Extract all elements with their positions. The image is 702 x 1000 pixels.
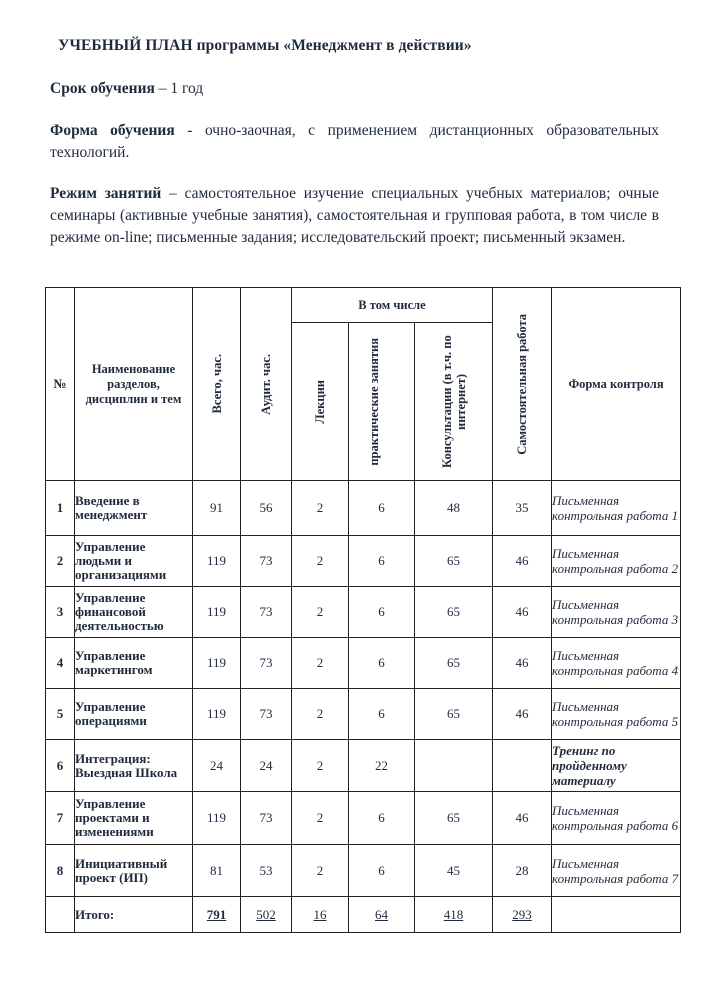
row-cons: 65 <box>415 792 493 845</box>
row-pract: 6 <box>349 536 415 587</box>
row-num: 7 <box>46 792 75 845</box>
row-pract: 6 <box>349 638 415 689</box>
row-lect: 2 <box>292 536 349 587</box>
row-self: 46 <box>493 536 552 587</box>
table-row <box>46 587 681 638</box>
term-label: Срок обучения <box>50 80 155 97</box>
row-total: 24 <box>193 740 241 792</box>
header-cons-label: Консультации (в т.ч. по интернет) <box>439 335 468 468</box>
header-lect <box>292 323 349 481</box>
total-pract: 64 <box>375 906 388 922</box>
table-row <box>46 481 681 536</box>
table-row <box>46 792 681 845</box>
row-control: Письменная контрольная работа 2 <box>552 536 681 587</box>
row-cons: 48 <box>415 481 493 536</box>
row-num: 6 <box>46 740 75 792</box>
row-total: 119 <box>193 792 241 845</box>
term-text: – 1 год <box>154 80 204 97</box>
header-name: Наименование разделов, дисциплин и тем <box>75 288 193 481</box>
total-lect: 16 <box>313 906 327 922</box>
mode-paragraph <box>50 183 659 249</box>
row-aud: 73 <box>241 689 292 740</box>
row-control: Письменная контрольная работа 5 <box>552 689 681 740</box>
row-control: Письменная контрольная работа 3 <box>552 587 681 638</box>
row-lect: 2 <box>292 845 349 897</box>
total-aud: 502 <box>256 906 276 922</box>
row-name: Введение в менеджмент <box>75 481 193 536</box>
header-cons <box>415 323 493 481</box>
row-pract: 6 <box>349 587 415 638</box>
row-total: 81 <box>193 845 241 897</box>
row-self: 46 <box>493 587 552 638</box>
row-control: Тренинг по пройденному материалу <box>552 740 681 792</box>
row-lect: 2 <box>292 638 349 689</box>
table-row <box>46 689 681 740</box>
header-control: Форма контроля <box>552 288 681 481</box>
row-aud: 53 <box>241 845 292 897</box>
row-num: 5 <box>46 689 75 740</box>
row-aud: 73 <box>241 638 292 689</box>
row-pract: 6 <box>349 792 415 845</box>
row-name: Управление людьми и организациями <box>75 536 193 587</box>
row-self: 46 <box>493 792 552 845</box>
row-name: Инициативный проект (ИП) <box>75 845 193 897</box>
row-total: 91 <box>193 481 241 536</box>
total-control <box>552 897 681 933</box>
mode-text: – самостоятельное изучение специальных учебных материалов; очные семинары (активные учебные занятия), самостоятельная и групповая работа, в том числе в режиме on-line; письменные задания; исследовательский проект; письменный экзамен. <box>50 185 659 246</box>
header-pract <box>349 323 415 481</box>
row-total: 119 <box>193 587 241 638</box>
row-cons: 65 <box>415 587 493 638</box>
row-lect: 2 <box>292 481 349 536</box>
row-num: 8 <box>46 845 75 897</box>
row-total: 119 <box>193 638 241 689</box>
row-aud: 73 <box>241 536 292 587</box>
table-row <box>46 845 681 897</box>
row-lect: 2 <box>292 689 349 740</box>
row-cons <box>415 740 493 792</box>
header-including: В том числе <box>292 288 493 323</box>
header-total-label: Всего, час. <box>209 354 224 414</box>
row-control: Письменная контрольная работа 1 <box>552 481 681 536</box>
row-pract: 6 <box>349 481 415 536</box>
mode-label: Режим занятий <box>50 185 162 202</box>
row-num: 1 <box>46 481 75 536</box>
header-lect-label: Лекции <box>313 379 327 424</box>
header-aud-label: Аудит. час. <box>259 353 273 415</box>
row-self: 28 <box>493 845 552 897</box>
total-row <box>46 897 681 933</box>
row-aud: 73 <box>241 792 292 845</box>
row-name: Управление финансовой деятельностью <box>75 587 193 638</box>
row-cons: 65 <box>415 536 493 587</box>
row-total: 119 <box>193 536 241 587</box>
header-aud <box>241 288 292 481</box>
row-aud: 56 <box>241 481 292 536</box>
row-cons: 65 <box>415 638 493 689</box>
header-self-label: Самостоятельная работа <box>515 313 530 455</box>
header-self <box>493 288 552 481</box>
form-label: Форма обучения <box>50 122 175 139</box>
table-row <box>46 536 681 587</box>
table-row <box>46 740 681 792</box>
row-pract: 6 <box>349 689 415 740</box>
row-control: Письменная контрольная работа 4 <box>552 638 681 689</box>
term-paragraph <box>50 78 659 100</box>
row-self: 46 <box>493 689 552 740</box>
row-name: Интеграция: Выездная Школа <box>75 740 193 792</box>
curriculum-table <box>45 287 681 933</box>
row-self <box>493 740 552 792</box>
header-num: № <box>46 288 75 481</box>
row-cons: 45 <box>415 845 493 897</box>
row-control: Письменная контрольная работа 6 <box>552 792 681 845</box>
row-self: 35 <box>493 481 552 536</box>
total-label: Итого: <box>75 897 193 933</box>
row-total: 119 <box>193 689 241 740</box>
total-cons: 418 <box>443 906 464 922</box>
document-title: УЧЕБНЫЙ ПЛАН программы «Менеджмент в действии» <box>58 37 472 54</box>
row-lect: 2 <box>292 792 349 845</box>
row-lect: 2 <box>292 587 349 638</box>
row-pract: 6 <box>349 845 415 897</box>
row-name: Управление маркетингом <box>75 638 193 689</box>
row-num: 4 <box>46 638 75 689</box>
row-num: 2 <box>46 536 75 587</box>
total-self: 293 <box>512 906 532 922</box>
row-cons: 65 <box>415 689 493 740</box>
row-name: Управление операциями <box>75 689 193 740</box>
row-control: Письменная контрольная работа 7 <box>552 845 681 897</box>
form-paragraph <box>50 120 659 164</box>
header-total <box>193 288 241 481</box>
total-total: 791 <box>206 906 227 922</box>
row-aud: 73 <box>241 587 292 638</box>
table-row <box>46 638 681 689</box>
row-self: 46 <box>493 638 552 689</box>
total-num-cell <box>46 897 75 933</box>
row-lect: 2 <box>292 740 349 792</box>
row-name: Управление проектами и изменениями <box>75 792 193 845</box>
header-pract-label: практические занятия <box>366 337 381 466</box>
header-row-top <box>46 288 681 323</box>
row-pract: 22 <box>349 740 415 792</box>
row-aud: 24 <box>241 740 292 792</box>
form-text: - очно-заочная, с применением дистанционных образовательных технологий. <box>50 122 659 161</box>
row-num: 3 <box>46 587 75 638</box>
